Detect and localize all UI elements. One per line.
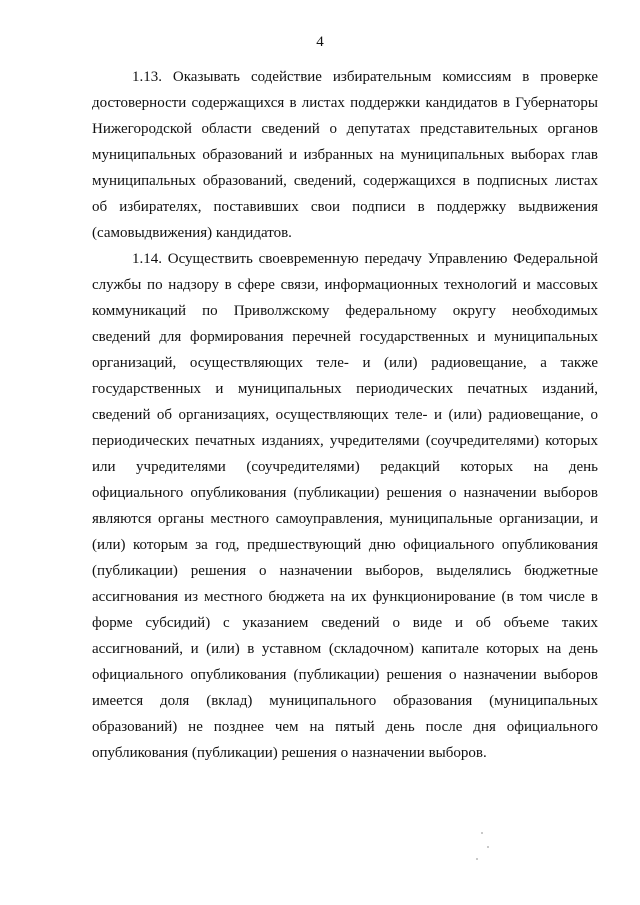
text-line: периодических печатных изданиях, учредителями (соучредителями) которых <box>92 433 598 449</box>
scan-speck <box>481 832 483 834</box>
page-number: 4 <box>316 34 324 50</box>
text-line: (самовыдвижения) кандидатов. <box>92 225 292 241</box>
text-line: опубликования (публикации) решения о назначении выборов. <box>92 745 487 761</box>
text-line: 1.13. Оказывать содействие избирательным комиссиям в проверке <box>132 69 598 85</box>
text-line: форме субсидий) с указанием сведений о виде и об объеме таких <box>92 615 598 631</box>
text-line: службы по надзору в сфере связи, информационных технологий и массовых <box>92 277 598 293</box>
text-line: официального опубликования (публикации) решения о назначении выборов <box>92 667 598 683</box>
text-line: (публикации) решения о назначении выборов, выделялись бюджетные <box>92 563 598 579</box>
text-line: 1.14. Осуществить своевременную передачу Управлению Федеральной <box>132 251 598 267</box>
text-line: сведений для формирования перечней государственных и муниципальных <box>92 329 598 345</box>
text-line: муниципальных образований и избранных на муниципальных выборах глав <box>92 147 598 163</box>
text-line: или учредителями (соучредителями) редакций которых на день <box>92 459 598 475</box>
text-line: достоверности содержащихся в листах поддержки кандидатов в Губернаторы <box>92 95 598 111</box>
text-line: имеется доля (вклад) муниципального образования (муниципальных <box>92 693 598 709</box>
text-line: организаций, осуществляющих теле- и (или) радиовещание, а также <box>92 355 598 371</box>
text-line: сведений об организациях, осуществляющих теле- и (или) радиовещание, о <box>92 407 598 423</box>
text-line: являются органы местного самоуправления, муниципальные организации, и <box>92 511 598 527</box>
text-line: ассигнования из местного бюджета на их функционирование (в том числе в <box>92 589 598 605</box>
text-line: (или) которым за год, предшествующий дню официального опубликования <box>92 537 598 553</box>
text-line: об избирателях, поставивших свои подписи в поддержку выдвижения <box>92 199 598 215</box>
text-line: Нижегородской области сведений о депутатах представительных органов <box>92 121 598 137</box>
paragraph-1-14 <box>92 246 598 766</box>
paragraph-1-13 <box>92 64 598 246</box>
scan-speck <box>487 846 489 848</box>
text-line: коммуникаций по Приволжскому федеральному округу необходимых <box>92 303 598 319</box>
text-line: ассигнований, и (или) в уставном (складочном) капитале которых на день <box>92 641 598 657</box>
text-line: государственных и муниципальных периодических печатных изданий, <box>92 381 598 397</box>
text-line: официального опубликования (публикации) решения о назначении выборов <box>92 485 598 501</box>
scan-speck <box>476 858 478 860</box>
text-line: образований) не позднее чем на пятый день после дня официального <box>92 719 598 735</box>
text-line: муниципальных образований, сведений, содержащихся в подписных листах <box>92 173 598 189</box>
document-body <box>92 64 598 766</box>
